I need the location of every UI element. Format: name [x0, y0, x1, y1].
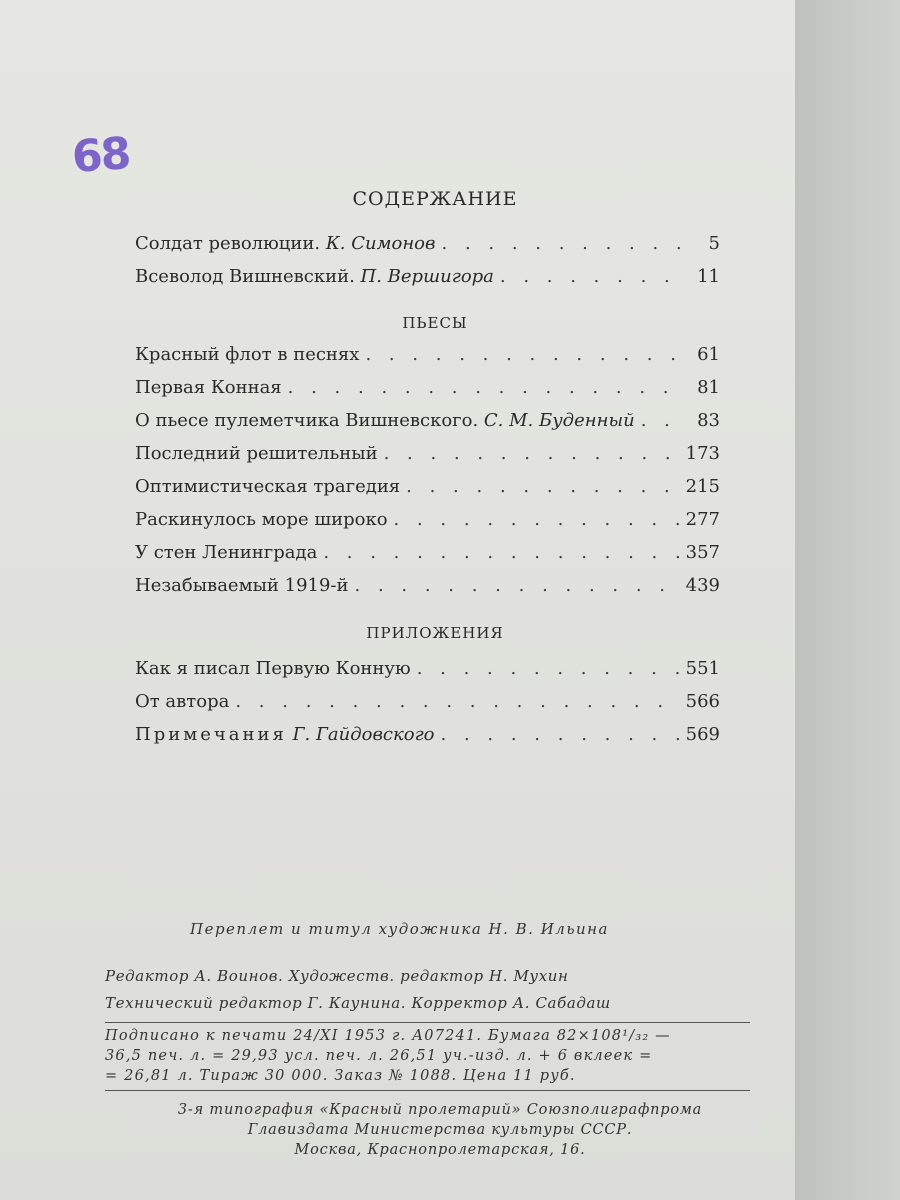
toc-entry [135, 443, 720, 476]
leader-dots [288, 377, 684, 398]
divider-rule [105, 1090, 750, 1091]
toc-entry-page: 439 [685, 575, 720, 596]
toc-entry [135, 344, 720, 377]
publication-line: 36,5 печ. л. = 29,93 усл. печ. л. 26,51 уч.-изд. л. + 6 вклеек = [105, 1048, 653, 1064]
divider-rule [105, 1022, 750, 1023]
leader-dots [406, 476, 679, 497]
toc-entry-page: 83 [697, 410, 720, 431]
leader-dots [441, 724, 680, 745]
toc-entry-author: С. М. Буденный [483, 410, 635, 431]
toc-entry-title: О пьесе пулеметчика Вишневского. С. М. Буденный [135, 410, 635, 431]
leader-dots [384, 443, 680, 464]
toc-entry-page: 277 [685, 509, 720, 530]
cover-credit: Переплет и титул художника Н. В. Ильина [190, 920, 609, 938]
printer-line: Главиздата Министерства культуры СССР. [247, 1122, 633, 1138]
toc-entry [135, 233, 720, 266]
publication-data [105, 1026, 755, 1086]
page-edge-background [795, 0, 900, 1200]
toc-entry-page: 11 [697, 266, 720, 287]
toc-entry [135, 575, 720, 608]
contents-heading: СОДЕРЖАНИЕ [352, 188, 518, 210]
toc-entry-page: 566 [685, 691, 720, 712]
leader-dots [417, 658, 680, 679]
toc-entry-title: У стен Ленинграда [135, 542, 318, 563]
toc-entry [135, 691, 720, 724]
toc-entry-page: 81 [697, 377, 720, 398]
printer-info [140, 1100, 740, 1160]
toc-plays-section [135, 344, 720, 608]
toc-entry-title: Красный флот в песнях [135, 344, 360, 365]
toc-entry-page: 215 [685, 476, 720, 497]
toc-entry-author: К. Симонов [325, 233, 436, 254]
toc-entry [135, 476, 720, 509]
toc-entry-page: 569 [685, 724, 720, 745]
toc-entry-title: Последний решительный [135, 443, 378, 464]
toc-entry-page: 61 [697, 344, 720, 365]
plays-heading: ПЬЕСЫ [402, 314, 468, 332]
toc-entry [135, 377, 720, 410]
leader-dots [323, 542, 679, 563]
printer-line: Москва, Краснопролетарская, 16. [294, 1142, 586, 1158]
toc-entry-page: 173 [685, 443, 720, 464]
toc-entry-author: П. Вершигора [360, 266, 494, 287]
handwritten-shelf-mark: 68 [70, 128, 131, 183]
leader-dots [641, 410, 684, 431]
toc-entry [135, 266, 720, 299]
appendix-heading: ПРИЛОЖЕНИЯ [366, 624, 504, 642]
toc-appendix-section [135, 658, 720, 757]
toc-entry [135, 509, 720, 542]
toc-entry-title: Как я писал Первую Конную [135, 658, 411, 679]
toc-entry-title: Первая Конная [135, 377, 282, 398]
toc-entry-author: Г. Гайдовского [292, 724, 435, 745]
toc-intro-section [135, 233, 720, 299]
toc-entry [135, 542, 720, 575]
toc-entry-title: Оптимистическая трагедия [135, 476, 401, 497]
publication-line: Подписано к печати 24/XI 1953 г. А07241. Бумага 82×108¹/₃₂ — [105, 1028, 671, 1044]
toc-entry-title: Солдат революции. К. Симонов [135, 233, 436, 254]
toc-entry [135, 724, 720, 757]
toc-entry [135, 658, 720, 691]
leader-dots [500, 266, 684, 287]
toc-entry-title: Всеволод Вишневский. П. Вершигора [135, 266, 494, 287]
leader-dots [365, 344, 684, 365]
toc-entry [135, 410, 720, 443]
toc-entry-title: Незабываемый 1919-й [135, 575, 349, 596]
toc-entry-page: 357 [685, 542, 720, 563]
toc-entry-title: Раскинулось море широко [135, 509, 388, 530]
editors-credits [105, 963, 755, 1017]
toc-entry-title: Примечания Г. Гайдовского [135, 724, 435, 745]
editors-line: Редактор А. Воинов. Художеств. редактор Н. Мухин [105, 967, 569, 985]
leader-dots [394, 509, 680, 530]
toc-entry-page: 551 [685, 658, 720, 679]
printer-line: 3-я типография «Красный пролетарий» Союзполиграфпрома [177, 1102, 703, 1118]
leader-dots [235, 691, 679, 712]
editors-line: Технический редактор Г. Каунина. Корректор А. Сабадаш [105, 994, 611, 1012]
toc-entry-title: От автора [135, 691, 230, 712]
toc-entry-page: 5 [708, 233, 720, 254]
leader-dots [442, 233, 685, 254]
leader-dots [355, 575, 680, 596]
publication-line: = 26,81 л. Тираж 30 000. Заказ № 1088. Цена 11 руб. [105, 1068, 576, 1084]
